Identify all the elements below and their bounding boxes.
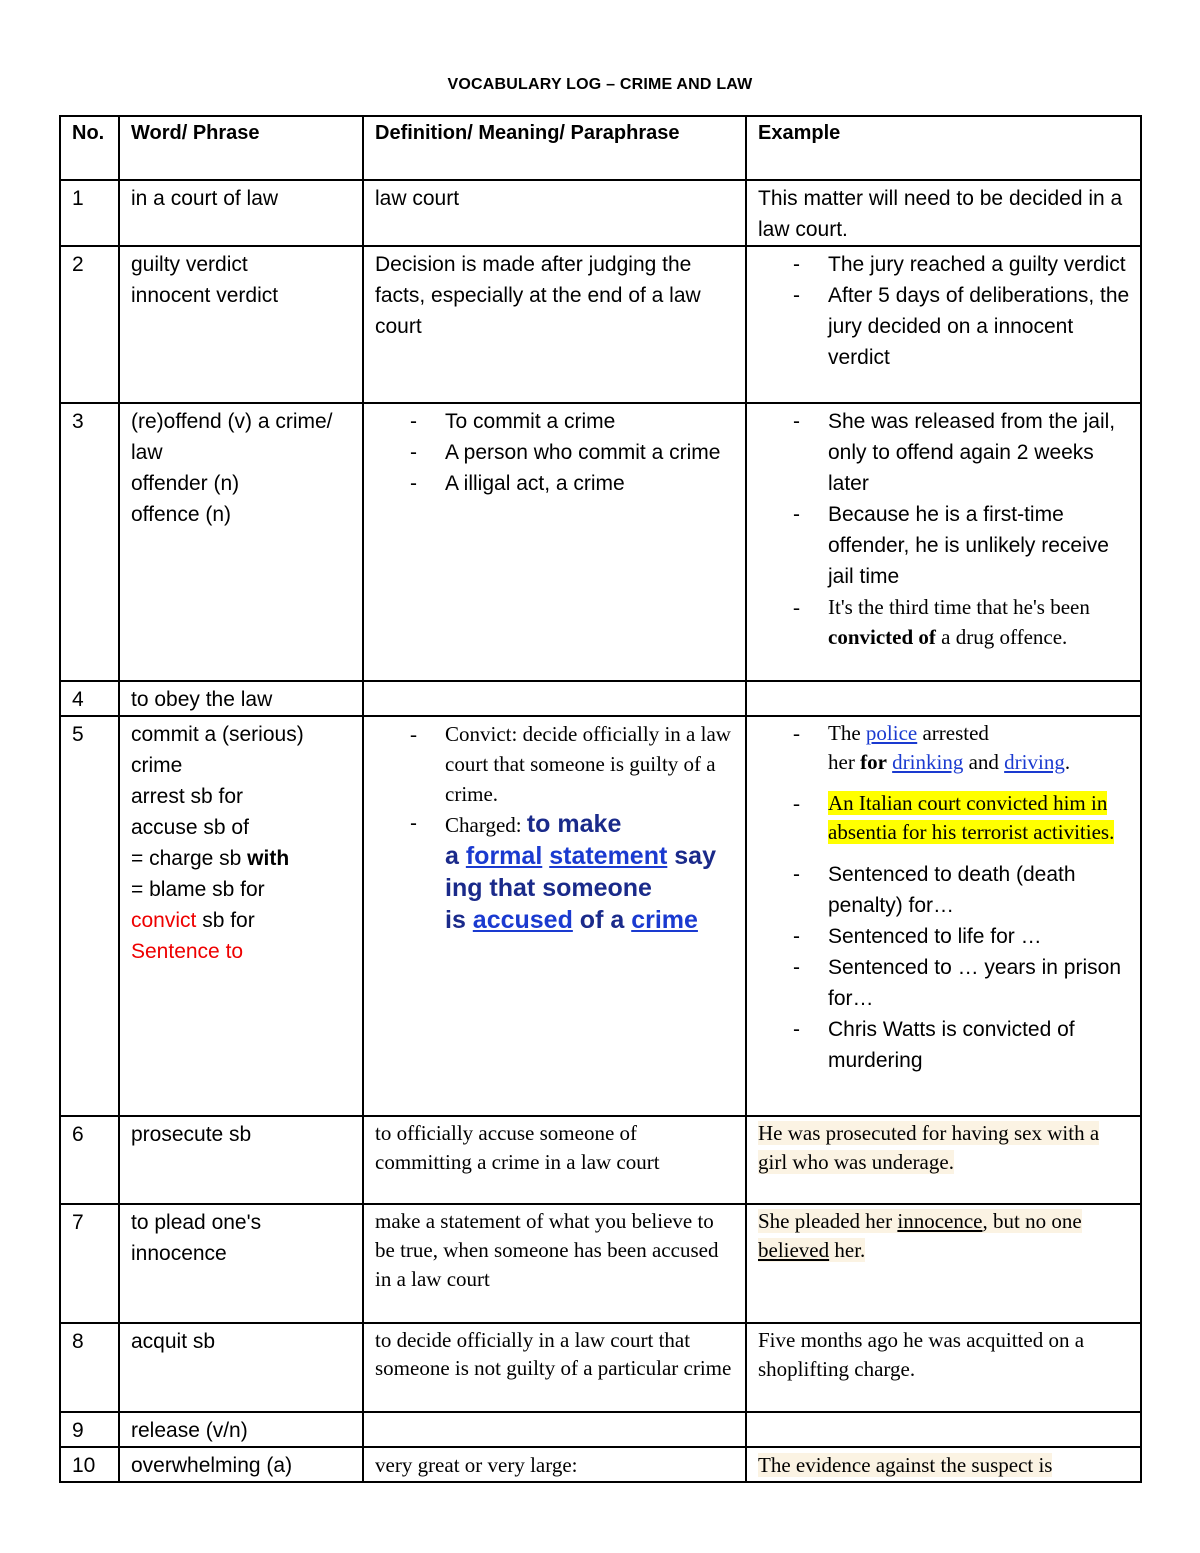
word-cell: overwhelming (a)	[119, 1447, 363, 1482]
list-item: - After 5 days of deliberations, the jury decided on a innocent verdict	[758, 280, 1130, 373]
word-line: Sentence to	[131, 940, 244, 963]
header-example: Example	[746, 116, 1141, 180]
text-part: to make	[526, 810, 622, 838]
vocabulary-table	[59, 115, 1142, 1483]
header-definition: Definition/ Meaning/ Paraphrase	[363, 116, 746, 180]
word-line: = blame sb for	[131, 878, 265, 901]
table-row	[60, 1116, 1141, 1204]
list-item: - A person who commit a crime	[375, 437, 735, 468]
text-part: a drug offence.	[935, 625, 1068, 649]
example-cell	[746, 246, 1141, 403]
text-part: is	[445, 906, 473, 934]
example-cell	[746, 403, 1141, 681]
example-list	[758, 719, 1130, 1076]
word-line: commit a (serious) crime	[131, 723, 304, 777]
red-word: convict	[131, 909, 197, 932]
row-number: 3	[60, 403, 119, 681]
list-item: - Sentenced to death (death penalty) for…	[758, 859, 1130, 921]
list-item: - Sentenced to life for …	[758, 921, 1130, 952]
text-part: her.	[829, 1238, 866, 1262]
example-cell	[746, 716, 1141, 1116]
table-row	[60, 1412, 1141, 1447]
example-cell	[746, 1116, 1141, 1204]
word-cell	[119, 716, 363, 1116]
list-item	[758, 719, 1130, 777]
table-row	[60, 180, 1141, 246]
row-number: 2	[60, 246, 119, 403]
text-part: and	[963, 750, 1005, 774]
definition-cell	[363, 716, 746, 1116]
definition-link[interactable]: statement	[549, 842, 668, 870]
example-cell	[746, 681, 1141, 716]
text-part: of a	[572, 906, 632, 934]
word-line	[131, 843, 352, 874]
example-list	[758, 406, 1130, 652]
example-cell	[746, 1412, 1141, 1447]
definition-link[interactable]: accused	[472, 906, 573, 934]
text-part: sb for	[196, 909, 255, 932]
list-item	[758, 592, 1130, 652]
table-row	[60, 1323, 1141, 1412]
example-link[interactable]: drinking	[892, 750, 964, 774]
table-row	[60, 1204, 1141, 1323]
underlined-word: believed	[758, 1238, 830, 1262]
definition-cell: law court	[363, 180, 746, 246]
word-line: offender (n)	[131, 472, 240, 495]
word-cell: to plead one's innocence	[119, 1204, 363, 1323]
text-part: = charge sb	[131, 847, 248, 870]
list-item: - To commit a crime	[375, 406, 735, 437]
word-line: innocent verdict	[131, 284, 279, 307]
bold-word: with	[247, 847, 290, 870]
definition-list	[375, 719, 735, 937]
list-item: - Convict: decide officially in a law court that someone is guilty of a crime.	[375, 719, 735, 809]
definition-cell: to decide officially in a law court that someone is not guilty of a particular crime	[363, 1323, 746, 1412]
word-cell: in a court of law	[119, 180, 363, 246]
list-item	[758, 789, 1130, 847]
definition-cell: to officially accuse someone of committing a crime in a law court	[363, 1116, 746, 1204]
text-part: Charged:	[445, 813, 527, 837]
underlined-word: innocence	[897, 1209, 983, 1233]
word-cell	[119, 246, 363, 403]
text-part: The	[828, 721, 866, 745]
list-item	[375, 809, 735, 937]
text-part: It's the third time that he's been	[828, 595, 1090, 619]
row-number: 4	[60, 681, 119, 716]
example-cell: This matter will need to be decided in a law court.	[746, 180, 1141, 246]
row-number: 5	[60, 716, 119, 1116]
table-row	[60, 681, 1141, 716]
list-item: - The jury reached a guilty verdict	[758, 249, 1130, 280]
word-cell: release (v/n)	[119, 1412, 363, 1447]
definition-link[interactable]: crime	[631, 906, 698, 934]
word-line: guilty verdict	[131, 253, 248, 276]
word-line: offence (n)	[131, 503, 232, 526]
bold-word: for	[860, 750, 887, 774]
text-part: , but no one	[982, 1209, 1082, 1233]
example-link[interactable]: police	[865, 721, 918, 745]
page-title: VOCABULARY LOG – CRIME AND LAW	[447, 76, 753, 93]
row-number: 6	[60, 1116, 119, 1204]
row-number: 1	[60, 180, 119, 246]
table-row	[60, 716, 1141, 1116]
word-line: accuse sb of	[131, 816, 249, 839]
word-cell: to obey the law	[119, 681, 363, 716]
table-row	[60, 246, 1141, 403]
highlighted-example: An Italian court convicted him in absentia for his terrorist activities.	[828, 791, 1115, 844]
definition-cell: Decision is made after judging the facts, especially at the end of a law court	[363, 246, 746, 403]
highlighted-example: The evidence against the suspect is	[758, 1453, 1053, 1477]
row-number: 7	[60, 1204, 119, 1323]
table-row	[60, 1447, 1141, 1482]
word-line: arrest sb for	[131, 785, 244, 808]
text-part: arrested	[917, 721, 989, 745]
definition-list	[375, 406, 735, 499]
definition-cell: very great or very large:	[363, 1447, 746, 1482]
definition-cell: make a statement of what you believe to be true, when someone has been accused in a law court	[363, 1204, 746, 1323]
highlighted-example: He was prosecuted for having sex with a girl who was underage.	[758, 1121, 1100, 1174]
word-line: (re)offend (v) a crime/ law	[131, 410, 333, 464]
example-cell	[746, 1204, 1141, 1323]
word-line	[131, 905, 352, 936]
example-list	[758, 249, 1130, 373]
definition-link[interactable]: formal	[465, 842, 543, 870]
list-item: - She was released from the jail, only to offend again 2 weeks later	[758, 406, 1130, 499]
row-number: 10	[60, 1447, 119, 1482]
row-number: 9	[60, 1412, 119, 1447]
text-part: She pleaded her	[758, 1209, 898, 1233]
example-link[interactable]: driving	[1004, 750, 1065, 774]
table-header-row	[60, 116, 1141, 180]
word-cell: prosecute sb	[119, 1116, 363, 1204]
table-row	[60, 403, 1141, 681]
text-part: .	[1064, 750, 1071, 774]
text-part: ing that someone	[445, 874, 652, 902]
example-cell: Five months ago he was acquitted on a shoplifting charge.	[746, 1323, 1141, 1412]
list-item: - Sentenced to … years in prison for…	[758, 952, 1130, 1014]
header-word: Word/ Phrase	[119, 116, 363, 180]
text-part: her	[828, 750, 861, 774]
text-part: say	[667, 842, 716, 870]
list-item: - A illigal act, a crime	[375, 468, 735, 499]
word-cell: acquit sb	[119, 1323, 363, 1412]
list-item: - Chris Watts is convicted of murdering	[758, 1014, 1130, 1076]
word-cell	[119, 403, 363, 681]
row-number: 8	[60, 1323, 119, 1412]
example-cell	[746, 1447, 1141, 1482]
definition-cell	[363, 403, 746, 681]
header-no: No.	[60, 116, 119, 180]
list-item: - Because he is a first-time offender, he is unlikely receive jail time	[758, 499, 1130, 592]
highlighted-example	[758, 1209, 1082, 1262]
text-part: a	[445, 842, 466, 870]
definition-cell	[363, 1412, 746, 1447]
bold-phrase: convicted of	[828, 625, 936, 649]
definition-cell	[363, 681, 746, 716]
